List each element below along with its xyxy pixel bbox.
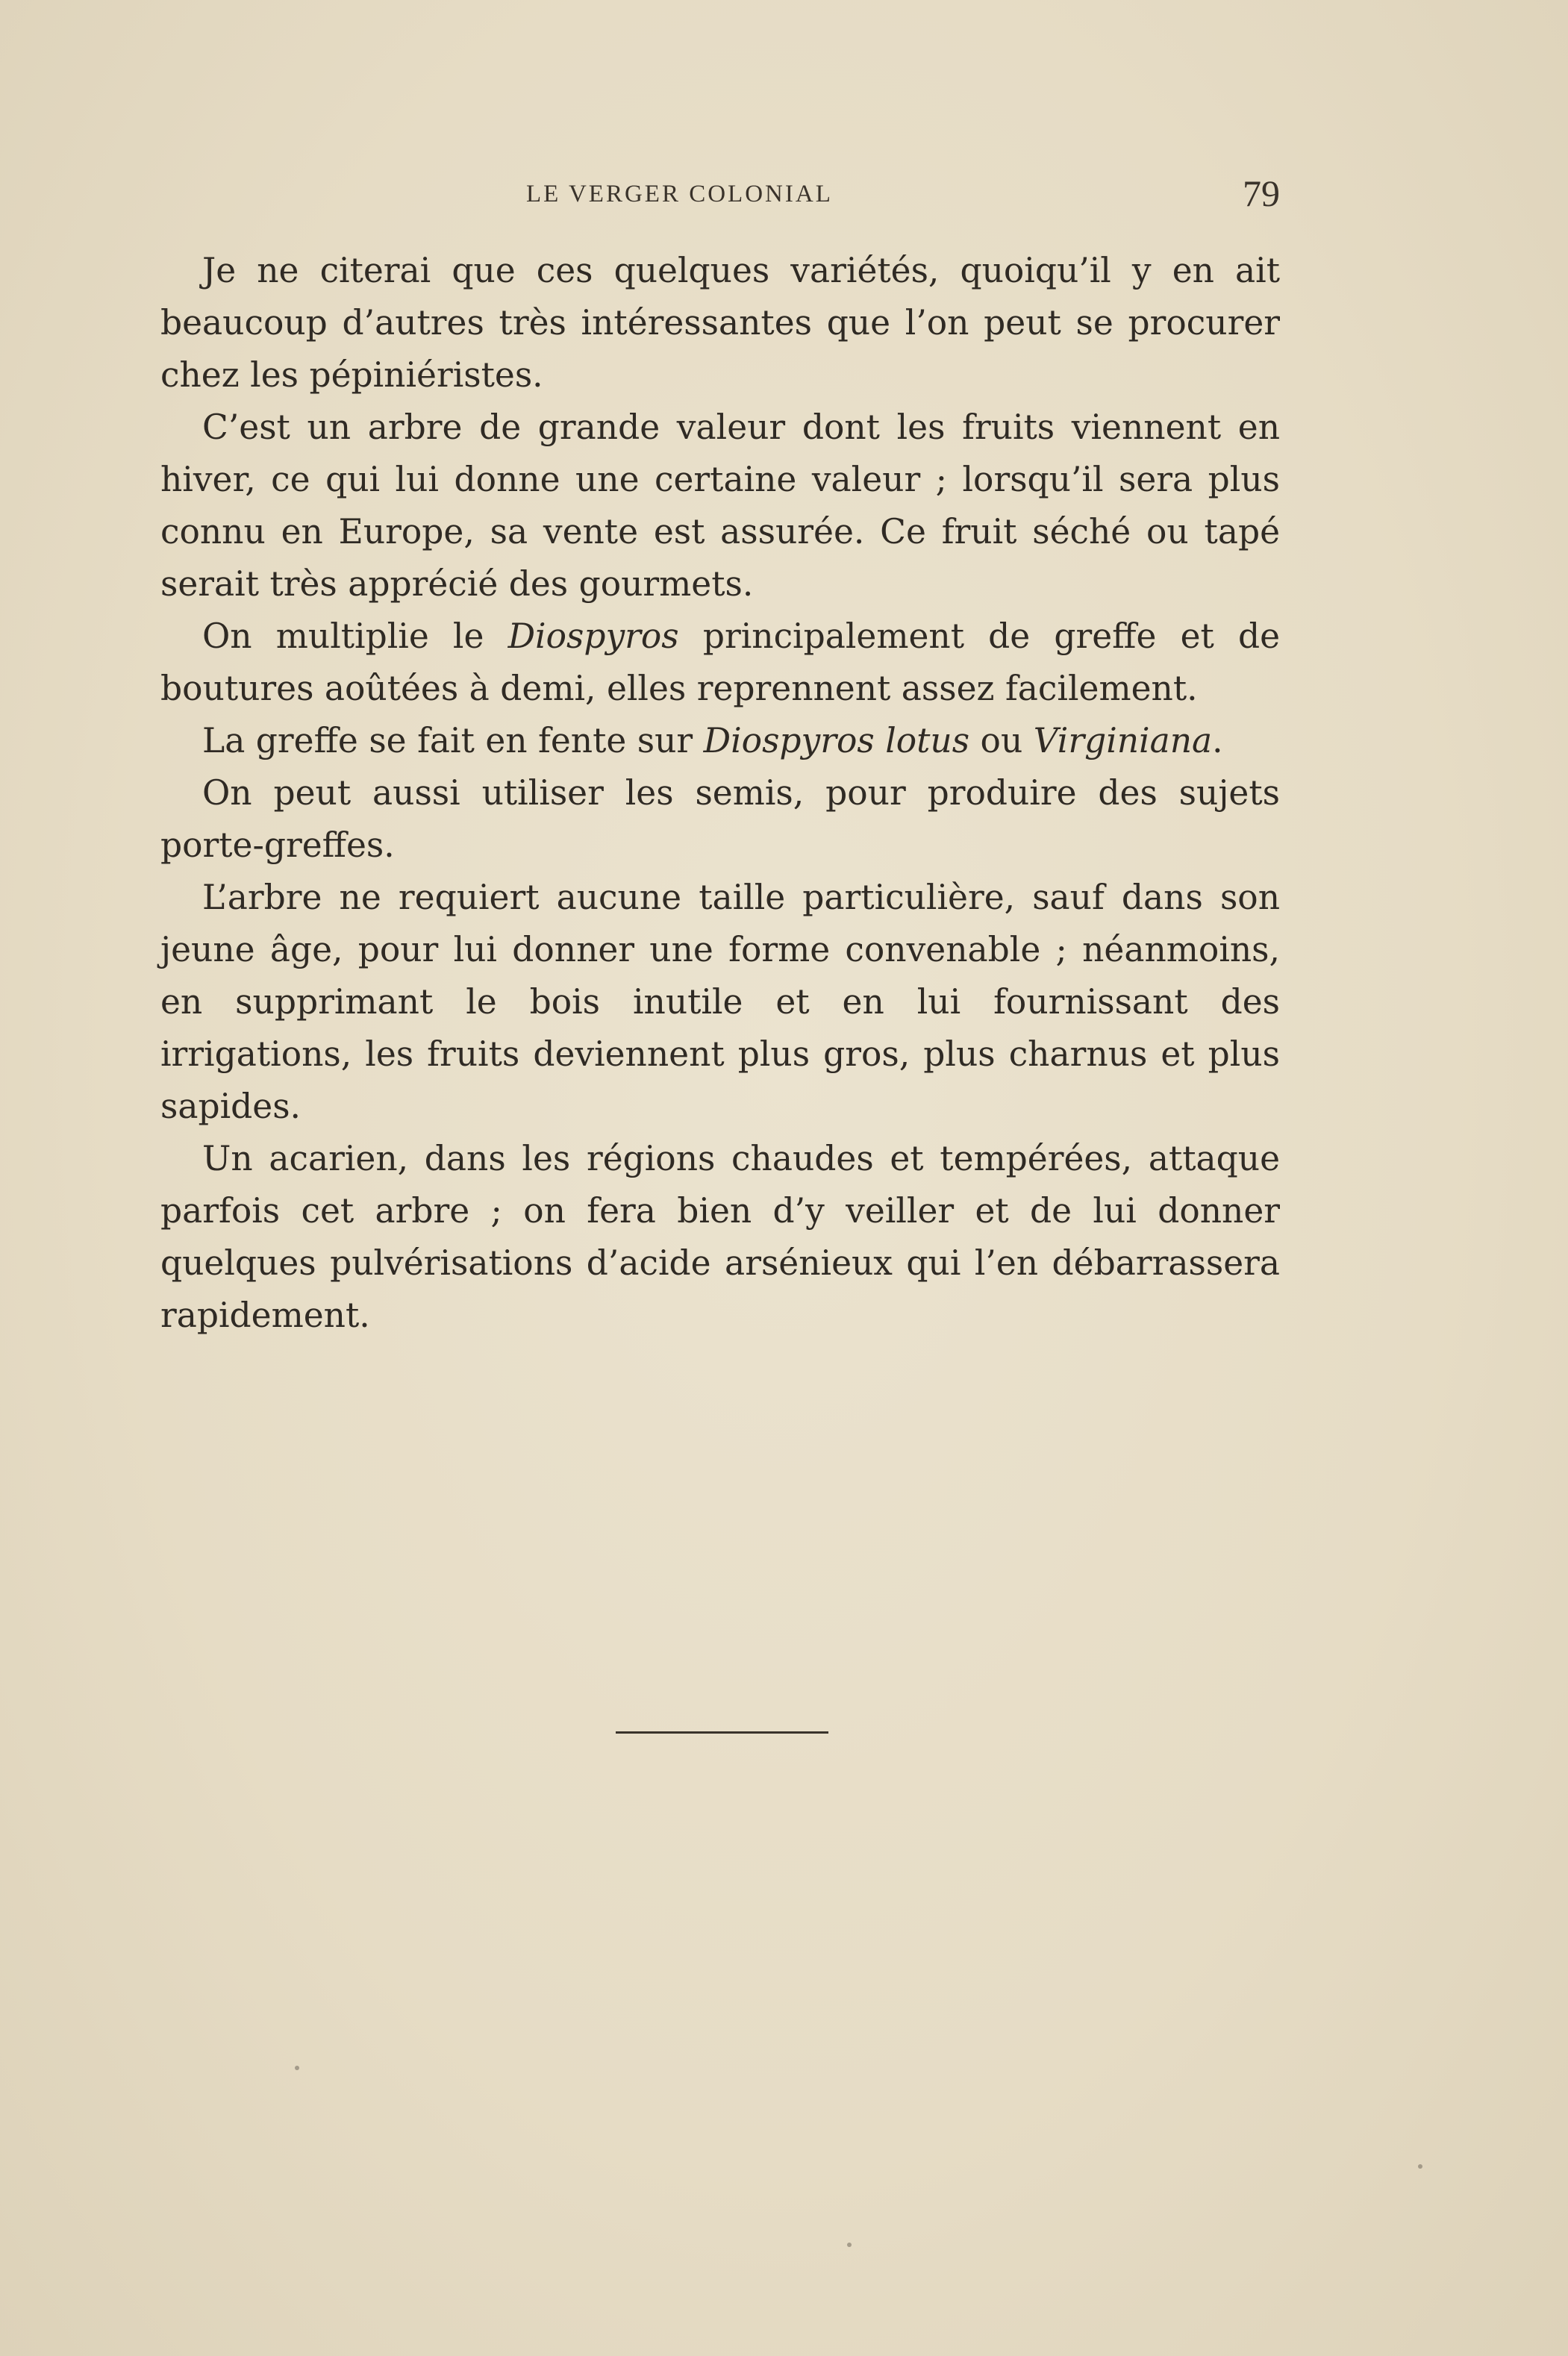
- paragraph-7: Un acarien, dans les régions chaudes et tempérées, attaque parfois cet arbre ; on fera bien d’y veiller et de lui donner quelques pulvérisations d’acide arsénieux qui l’en débarrassera rapidement.: [160, 1139, 1280, 1335]
- paragraph-4-italic-species-2: Virginiana: [1033, 721, 1213, 760]
- page-number: 79: [1243, 172, 1280, 214]
- paragraph-1: Je ne citerai que ces quelques variétés, quoiqu’il y en ait beaucoup d’autres très intéressantes que l’on peut se procurer chez les pépiniéristes.: [160, 251, 1280, 395]
- closing-rule: [616, 1731, 828, 1734]
- paragraph-3: [160, 610, 1280, 715]
- paper-speck: [295, 2066, 299, 2070]
- paragraph-4-text-c: ou: [969, 721, 1034, 760]
- paragraph-4-text-e: .: [1212, 721, 1223, 760]
- paragraph-3-text-c: principalement de greffe et de boutures aoûtées à demi, elles reprennent assez facilement.: [160, 616, 1280, 708]
- paragraph-4-italic-species-1: Diospyros lotus: [703, 721, 970, 760]
- paragraph-3-text-a: On multiplie le: [202, 616, 508, 656]
- running-head: [160, 172, 1280, 216]
- paragraph-5: On peut aussi utiliser les semis, pour produire des sujets porte-greffes.: [160, 773, 1280, 865]
- paragraph-3-italic-genus: Diospyros: [507, 616, 679, 656]
- paragraph-2: C’est un arbre de grande valeur dont les fruits viennent en hiver, ce qui lui donne une certaine valeur ; lorsqu’il sera plus connu en Europe, sa vente est assurée. Ce fruit séché ou tapé serait très apprécié des gourmets.: [160, 407, 1280, 604]
- paper-speck: [847, 2243, 852, 2247]
- body-text: [160, 245, 1280, 1342]
- paragraph-6: L’arbre ne requiert aucune taille particulière, sauf dans son jeune âge, pour lui donner une forme convenable ; néanmoins, en supprimant le bois inutile et en lui fournissant des irrigations, les fruits deviennent plus gros, plus charnus et plus sapides.: [160, 878, 1280, 1126]
- paragraph-4-text-a: La greffe se fait en fente sur: [202, 721, 704, 760]
- paper-speck: [1418, 2164, 1422, 2169]
- paragraph-4: [160, 715, 1280, 767]
- running-title: LE VERGER COLONIAL: [526, 181, 833, 207]
